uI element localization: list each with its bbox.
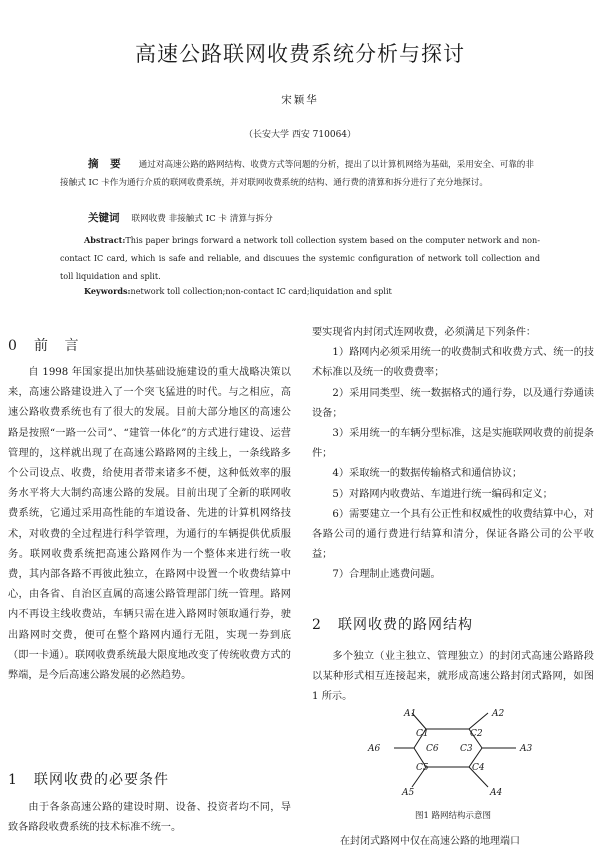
- paper-title: 高速公路联网收费系统分析与探讨: [135, 42, 465, 66]
- abstract-cn-label: 摘 要: [88, 158, 125, 170]
- node-c5: C5: [416, 763, 429, 773]
- node-c3: C3: [460, 744, 473, 754]
- keywords-cn-label: 关键词: [88, 212, 120, 224]
- affiliation: （长安大学 西安 710064）: [243, 130, 357, 140]
- keywords-en: [84, 286, 392, 296]
- figure-caption: 图1 路网结构示意图: [414, 811, 492, 821]
- condition-item: 4）采取统一的数据传输格式和通信协议；: [332, 468, 523, 480]
- node-c1: C1: [416, 729, 429, 739]
- section-2-paragraph: 多个独立（业主独立、管理独立）的封闭式高速公路路段以某种形式相互连接起来，就形成高速公路封闭式路网，如图 1 所示。: [312, 651, 594, 703]
- condition-item: 2）采用同类型、统一数据格式的通行券，以及通行券通读设备；: [312, 387, 594, 419]
- condition-item: 6）需要建立一个具有公正性和权威性的收费结算中心，对各路公司的通行费进行结算和清分，保证各路公司的公平收益；: [312, 508, 594, 561]
- node-c6: C6: [426, 744, 439, 754]
- abstract-en-text: This paper brings forward a network toll collection system based on the computer network and non-contact IC card, which is safe and reliable, and discuues the systemic configuration of network toll collection and toll liquidation and split.: [60, 235, 540, 281]
- section-1-body: [8, 798, 291, 838]
- network-structure-figure: [364, 703, 554, 807]
- link-a2: [469, 713, 488, 729]
- section-heading-2: 2 联网收费的路网结构: [312, 617, 473, 633]
- node-a5: A5: [402, 788, 415, 798]
- abstract-en-label: Abstract:: [84, 235, 126, 245]
- section-heading-intro: 0 前 言: [8, 338, 85, 354]
- condition-item: 1）路网内必须采用统一的收费制式和收费方式、统一的技术标准以及统一的收费费率；: [312, 347, 594, 379]
- intro-paragraph: 自 1998 年国家提出加快基础设施建设的重大战略决策以来，高速公路建设进入了一个突飞猛进的时代。与之相应，高速公路收费系统也有了很大的发展。目前大部分地区的高速公路是按照“一路一公司”、“建管一体化”的方式进行建设、运营管理的，这样就出现了在高速公路路网的主线上，一条线路多个公司设点、收费，给使用者带来诸多不便，这种低效率的服务水平将大大制约高速公路的发展。目前出现了全新的联网收费系统，它通过采用高性能的车道设备、先进的计算机网络技术，对收费的全过程进行科学管理，为通行的车辆提供优质服务。联网收费系统把高速公路网作为一个整体来进行统一收费，其内部各路不再彼此独立，在路网中设置一个收费结算中心，由各省、自治区直属的高速公路管理部门统一管理。路网内不再设主线收费站，车辆只需在进入路网时领取通行券，驶出路网时交费，便可在整个路网内通行无阻，实现一券到底（即一卡通）。联网收费系统最大限度地改变了传统收费方式的弊端，是今后高速公路发展的必然趋势。: [8, 367, 291, 682]
- condition-item: 7）合理制止逃费问题。: [332, 569, 441, 581]
- keywords-en-label: Keywords:: [84, 286, 131, 296]
- section-heading-1: 1 联网收费的必要条件: [8, 772, 169, 788]
- truncated-paragraph: 在封闭式路网中仅在高速公路的地理端口: [340, 836, 520, 847]
- keywords-cn: [88, 210, 273, 225]
- node-a3: A3: [520, 744, 533, 754]
- keywords-en-text: network toll collection;non-contact IC card;liquidation and split: [130, 286, 392, 296]
- author: 宋颖华: [281, 94, 319, 106]
- keywords-cn-text: 联网收费 非接触式 IC 卡 清算与拆分: [131, 214, 273, 224]
- node-a6: A6: [368, 744, 381, 754]
- intro-body: [8, 349, 291, 686]
- condition-item: 5）对路网内收费站、车道进行统一编码和定义；: [332, 488, 553, 500]
- node-a4: A4: [490, 788, 503, 798]
- conditions-body: [312, 323, 594, 586]
- condition-item: 3）采用统一的车辆分型标准，这是实施联网收费的前提条件；: [312, 428, 594, 460]
- section-2-body: [312, 647, 594, 708]
- node-a2: A2: [492, 709, 505, 719]
- section-1-paragraph: 由于各条高速公路的建设时期、设备、投资者均不同，导致各路段收费系统的技术标准不统一。: [8, 802, 291, 834]
- node-c4: C4: [472, 763, 485, 773]
- abstract-cn-text: 通过对高速公路的路网结构、收费方式等问题的分析，提出了以计算机网络为基础，采用安全、可靠的非接触式 IC 卡作为通行介质的联网收费系统，并对联网收费系统的结构、通行费的清算和拆分进行了充分地探讨。: [60, 160, 534, 188]
- node-a1: A1: [404, 709, 417, 719]
- abstract-en: [60, 231, 540, 285]
- conditions-lead: 要实现省内封闭式连网收费，必须满足下列条件：: [312, 327, 537, 338]
- node-c2: C2: [470, 729, 483, 739]
- abstract-cn: [60, 156, 540, 192]
